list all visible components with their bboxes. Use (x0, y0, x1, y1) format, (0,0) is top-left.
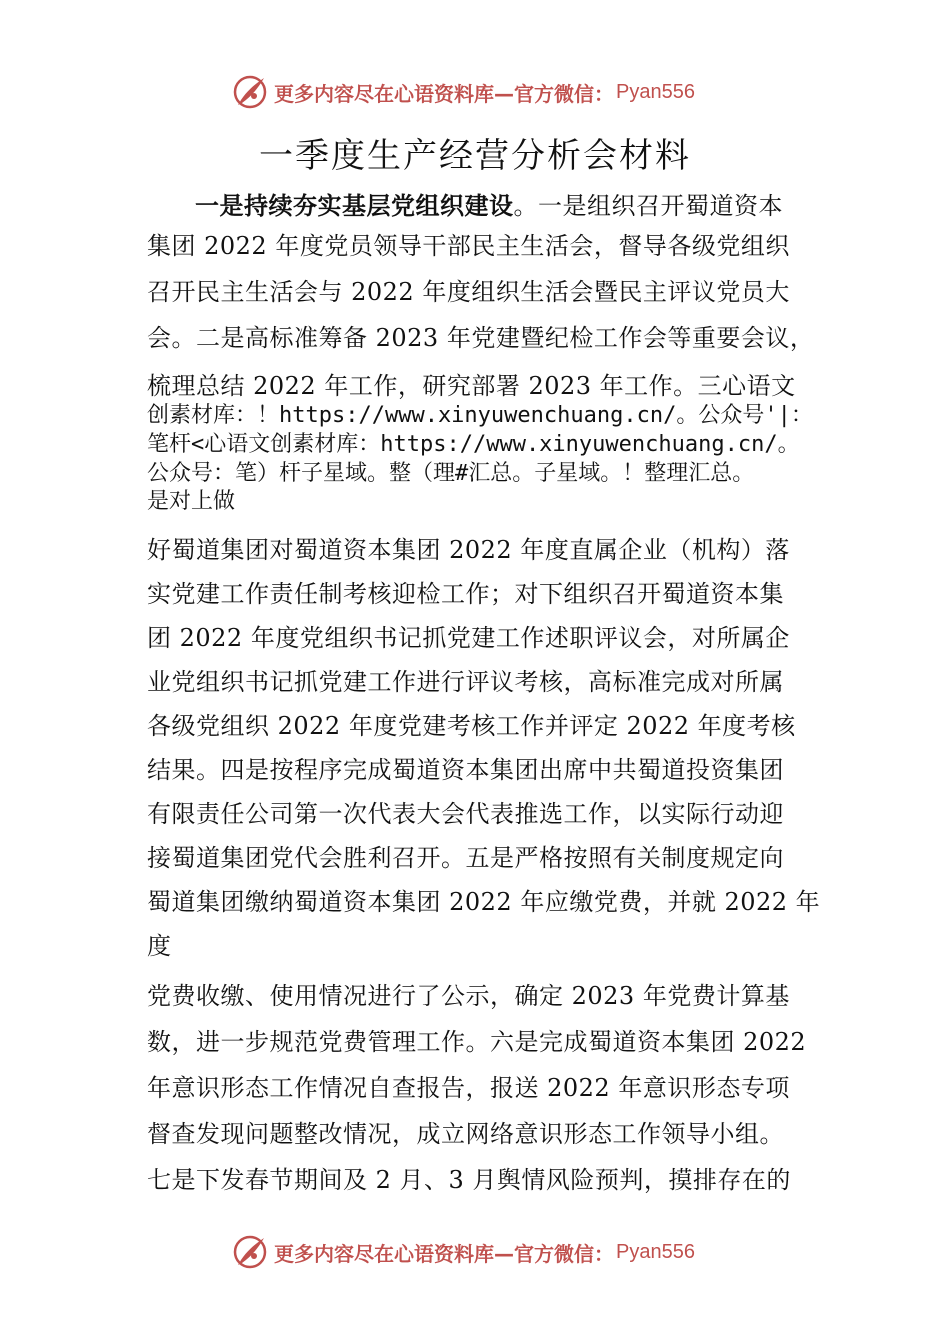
watermark-id: Pyan556 (616, 80, 695, 103)
quill-logo-icon (230, 1232, 270, 1272)
watermark-banner-bottom (230, 1230, 750, 1274)
paragraph-line: 团 2022 年度党组织书记抓党建工作述职评议会，对所属企 (147, 624, 790, 652)
paragraph-line: 各级党组织 2022 年度党建考核工作并评定 2022 年度考核 (147, 712, 796, 740)
paragraph-line: 有限责任公司第一次代表大会代表推选工作，以实际行动迎 (147, 800, 784, 828)
paragraph-line: 公众号：笔）杆子星域。整（理#汇总。子星域。！整理汇总。 (147, 461, 755, 486)
paragraph-line: 党费收缴、使用情况进行了公示，确定 2023 年党费计算基 (147, 982, 790, 1010)
paragraph-line: 数，进一步规范党费管理工作。六是完成蜀道资本集团 2022 (147, 1028, 807, 1056)
watermark-text: 更多内容尽在心语资料库—官方微信： (274, 81, 614, 106)
paragraph-line: 创素材库：！https://www.xinyuwenchuang.cn/。公众号'|： (147, 403, 813, 428)
paragraph-line: 结果。四是按程序完成蜀道资本集团出席中共蜀道投资集团 (147, 756, 784, 784)
paragraph-line: 集团 2022 年度党员领导干部民主生活会，督导各级党组织 (147, 232, 790, 260)
paragraph-line: 接蜀道集团党代会胜利召开。五是严格按照有关制度规定向 (147, 844, 784, 872)
paragraph-line: 蜀道集团缴纳蜀道资本集团 2022 年应缴党费，并就 2022 年 (147, 888, 821, 916)
paragraph-line: 是对上做 (147, 489, 236, 514)
paragraph-line: 会。二是高标准筹备 2023 年党建暨纪检工作会等重要会议， (147, 324, 815, 352)
paragraph-line: 督查发现问题整改情况，成立网络意识形态工作领导小组。 (147, 1120, 784, 1148)
watermark-id: Pyan556 (616, 1240, 695, 1263)
line-text: 。一是组织召开蜀道资本 (513, 192, 783, 220)
paragraph-line: 实党建工作责任制考核迎检工作；对下组织召开蜀道资本集 (147, 580, 784, 608)
paragraph-line: 度 (147, 932, 172, 960)
paragraph-line: 业党组织书记抓党建工作进行评议考核，高标准完成对所属 (147, 668, 784, 696)
paragraph-line: 召开民主生活会与 2022 年度组织生活会暨民主评议党员大 (147, 278, 790, 306)
paragraph-line: 笔杆<心语文创素材库：https://www.xinyuwenchuang.cn/。 (147, 432, 800, 457)
quill-logo-icon (230, 72, 270, 112)
paragraph-line: 梳理总结 2022 年工作，研究部署 2023 年工作。三心语文 (147, 372, 796, 400)
document-title: 一季度生产经营分析会材料 (259, 136, 691, 176)
watermark-banner-top (230, 70, 750, 114)
paragraph-line: 七是下发春节期间及 2 月、3 月舆情风险预判，摸排存在的 (147, 1166, 791, 1194)
watermark-text: 更多内容尽在心语资料库—官方微信： (274, 1241, 614, 1266)
section-heading: 一是持续夯实基层党组织建设 (195, 192, 514, 220)
paragraph-line-1 (195, 186, 783, 221)
paragraph-line: 年意识形态工作情况自查报告，报送 2022 年意识形态专项 (147, 1074, 790, 1102)
paragraph-line: 好蜀道集团对蜀道资本集团 2022 年度直属企业（机构）落 (147, 536, 790, 564)
